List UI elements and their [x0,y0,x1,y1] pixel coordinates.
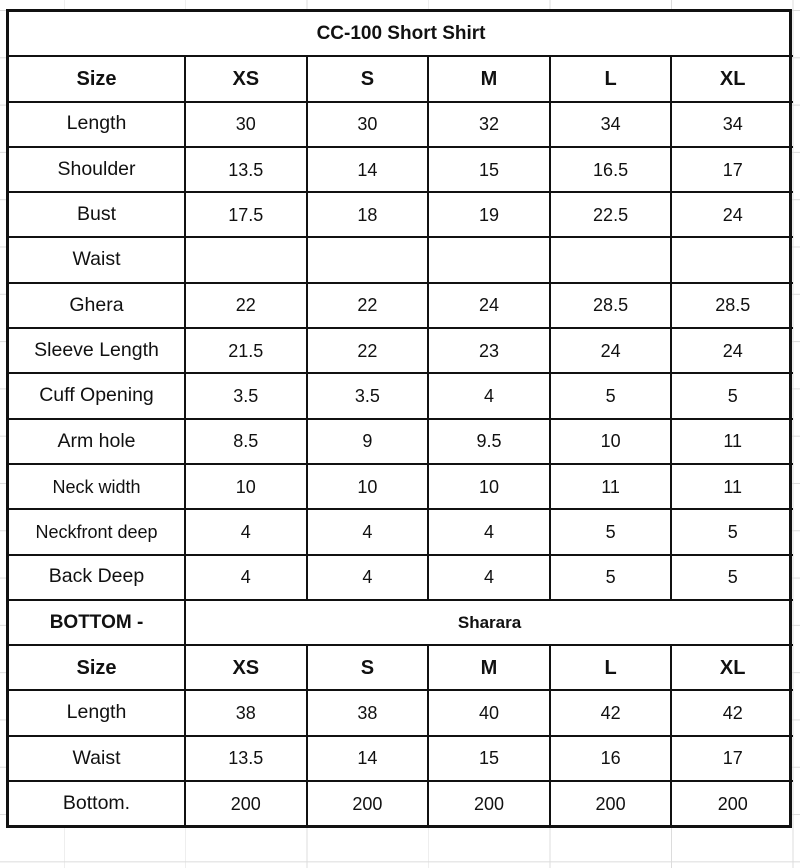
shirt-measurement-row [9,102,793,147]
measurement-value: 5 [671,509,793,554]
measurement-value: 40 [428,690,550,735]
measurement-value: 38 [185,690,307,735]
measurement-label: Waist [9,237,185,282]
measurement-value [671,237,793,282]
bottom-section-title: Sharara [185,600,793,645]
measurement-label: Neckfront deep [9,509,185,554]
measurement-value: 14 [307,147,429,192]
measurement-value [428,237,550,282]
shirt-measurement-row [9,237,793,282]
measurement-value: 11 [550,464,672,509]
measurement-value [550,237,672,282]
measurement-value: 28.5 [671,283,793,328]
measurement-value: 4 [428,373,550,418]
measurement-label: Sleeve Length [9,328,185,373]
measurement-value: 4 [307,555,429,600]
size-chart-table [6,9,792,828]
bottom-measurement-row [9,736,793,781]
measurement-value: 10 [428,464,550,509]
measurement-value: 15 [428,736,550,781]
measurement-value: 42 [550,690,672,735]
size-header-s: S [307,645,429,690]
measurement-value: 23 [428,328,550,373]
measurement-value: 14 [307,736,429,781]
measurement-value: 19 [428,192,550,237]
measurement-label: Bust [9,192,185,237]
bottom-measurement-row [9,781,793,825]
bottom-section-label: BOTTOM - [9,600,185,645]
measurement-value: 200 [671,781,793,825]
size-header-l: L [550,645,672,690]
measurement-value: 4 [428,509,550,554]
measurement-value: 10 [307,464,429,509]
measurement-value: 4 [185,509,307,554]
measurement-value: 30 [185,102,307,147]
bottom-size-header-row [9,645,793,690]
measurement-value: 4 [428,555,550,600]
measurement-value: 24 [550,328,672,373]
size-header-xs: XS [185,645,307,690]
measurement-value: 200 [185,781,307,825]
shirt-measurement-row [9,464,793,509]
measurement-value: 200 [428,781,550,825]
shirt-measurement-row [9,509,793,554]
measurement-label: Length [9,690,185,735]
bottom-measurement-row [9,690,793,735]
measurement-value: 22 [307,328,429,373]
measurement-value: 5 [671,555,793,600]
shirt-measurement-row [9,328,793,373]
measurement-value: 34 [671,102,793,147]
measurement-value: 16.5 [550,147,672,192]
size-header-l: L [550,56,672,101]
measurement-value: 24 [671,192,793,237]
measurement-value: 13.5 [185,147,307,192]
measurement-value: 15 [428,147,550,192]
measurement-value: 17 [671,736,793,781]
measurement-value: 22 [185,283,307,328]
shirt-measurement-row [9,419,793,464]
size-chart [9,12,793,825]
size-header-m: M [428,645,550,690]
measurement-value [185,237,307,282]
measurement-value: 38 [307,690,429,735]
measurement-value: 5 [550,555,672,600]
measurement-value: 17 [671,147,793,192]
measurement-value: 10 [185,464,307,509]
shirt-measurement-row [9,283,793,328]
size-header-s: S [307,56,429,101]
measurement-label: Waist [9,736,185,781]
measurement-value: 5 [550,373,672,418]
measurement-value: 30 [307,102,429,147]
measurement-value: 5 [671,373,793,418]
shirt-measurement-row [9,373,793,418]
measurement-value: 34 [550,102,672,147]
size-header-m: M [428,56,550,101]
size-header-xs: XS [185,56,307,101]
measurement-value: 9.5 [428,419,550,464]
measurement-value: 9 [307,419,429,464]
measurement-value: 11 [671,464,793,509]
measurement-label: Shoulder [9,147,185,192]
measurement-value: 4 [307,509,429,554]
measurement-value: 200 [307,781,429,825]
measurement-value: 22 [307,283,429,328]
measurement-value: 5 [550,509,672,554]
measurement-label: Arm hole [9,419,185,464]
measurement-value: 22.5 [550,192,672,237]
measurement-value: 18 [307,192,429,237]
measurement-label: Back Deep [9,555,185,600]
measurement-value: 4 [185,555,307,600]
measurement-value: 3.5 [307,373,429,418]
measurement-value: 24 [671,328,793,373]
shirt-measurement-row [9,147,793,192]
measurement-label: Length [9,102,185,147]
size-header-label: Size [9,645,185,690]
shirt-measurement-row [9,555,793,600]
size-header-xl: XL [671,645,793,690]
measurement-value: 10 [550,419,672,464]
measurement-value: 3.5 [185,373,307,418]
measurement-label: Ghera [9,283,185,328]
measurement-value: 200 [550,781,672,825]
measurement-value: 16 [550,736,672,781]
size-header-label: Size [9,56,185,101]
measurement-value: 17.5 [185,192,307,237]
measurement-label: Neck width [9,464,185,509]
measurement-label: Cuff Opening [9,373,185,418]
measurement-value: 11 [671,419,793,464]
measurement-value: 21.5 [185,328,307,373]
table-title: CC-100 Short Shirt [9,12,793,56]
measurement-value: 28.5 [550,283,672,328]
measurement-value: 24 [428,283,550,328]
bottom-section-row [9,600,793,645]
measurement-value: 8.5 [185,419,307,464]
size-header-xl: XL [671,56,793,101]
measurement-value: 42 [671,690,793,735]
measurement-label: Bottom. [9,781,185,825]
shirt-size-header-row [9,56,793,101]
shirt-measurement-row [9,192,793,237]
measurement-value: 32 [428,102,550,147]
measurement-value [307,237,429,282]
measurement-value: 13.5 [185,736,307,781]
title-row [9,12,793,56]
